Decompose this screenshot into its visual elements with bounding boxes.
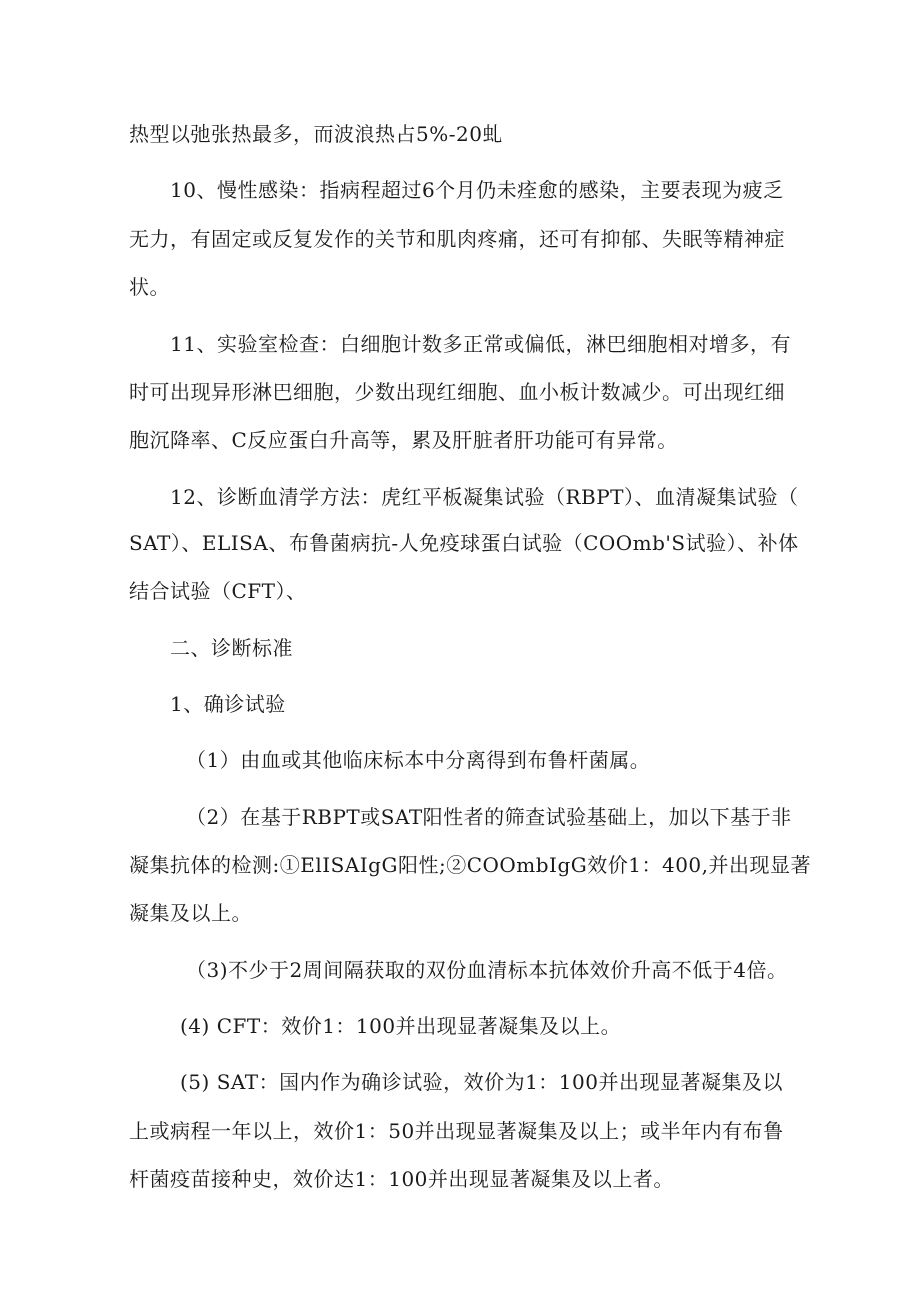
text-line: 状。: [129, 275, 170, 299]
section-heading: 二、诊断标准: [170, 636, 293, 660]
text-line: (4) CFT：效价1：100并出现显著凝集及以上。: [180, 1014, 622, 1038]
text-line: （3)不少于2周间隔获取的双份血清标本抗体效价升高不低于4倍。: [186, 958, 788, 982]
text-line: （2）在基于RBPT或SAT阳性者的筛查试验基础上，加以下基于非: [186, 805, 792, 829]
text-line: 时可出现异形淋巴细胞，少数出现红细胞、血小板计数减少。可出现红细: [129, 380, 785, 404]
text-line: （1）由血或其他临床标本中分离得到布鲁杆菌属。: [186, 748, 651, 772]
text-line: 凝集及以上。: [129, 901, 252, 925]
text-line: 10、慢性感染：指病程超过6个月仍未痊愈的感染，主要表现为疲乏: [170, 178, 784, 202]
text-line: 11、实验室检查：白细胞计数多正常或偏低，淋巴细胞相对增多，有: [170, 332, 791, 356]
text-line: 热型以弛张热最多，而波浪热占5%-20虬: [129, 122, 503, 146]
text-line: 结合试验（CFT）、: [129, 579, 307, 603]
text-line: 杆菌疫苗接种史，效价达1：100并出现显著凝集及以上者。: [129, 1167, 674, 1191]
text-line: 12、诊断血清学方法：虎红平板凝集试验（RBPT）、血清凝集试验（: [170, 485, 799, 509]
text-line: (5) SAT：国内作为确诊试验，效价为1：100并出现显著凝集及以: [180, 1070, 783, 1094]
text-line: 无力，有固定或反复发作的关节和肌肉疼痛，还可有抑郁、失眠等精神症: [129, 227, 785, 251]
text-line: 凝集抗体的检测:①ElISAIgG阳性;②COOmbIgG效价1：400,并出现显著: [129, 853, 811, 877]
subsection-heading: 1、确诊试验: [170, 692, 286, 716]
text-line: 胞沉降率、C反应蛋白升高等，累及肝脏者肝功能可有异常。: [129, 428, 678, 452]
text-line: SAT）、ELISA、布鲁菌病抗-人免疫球蛋白试验（COOmb'S试验）、补体: [129, 531, 799, 555]
text-line: 上或病程一年以上，效价1：50并出现显著凝集及以上；或半年内有布鲁: [129, 1119, 784, 1143]
